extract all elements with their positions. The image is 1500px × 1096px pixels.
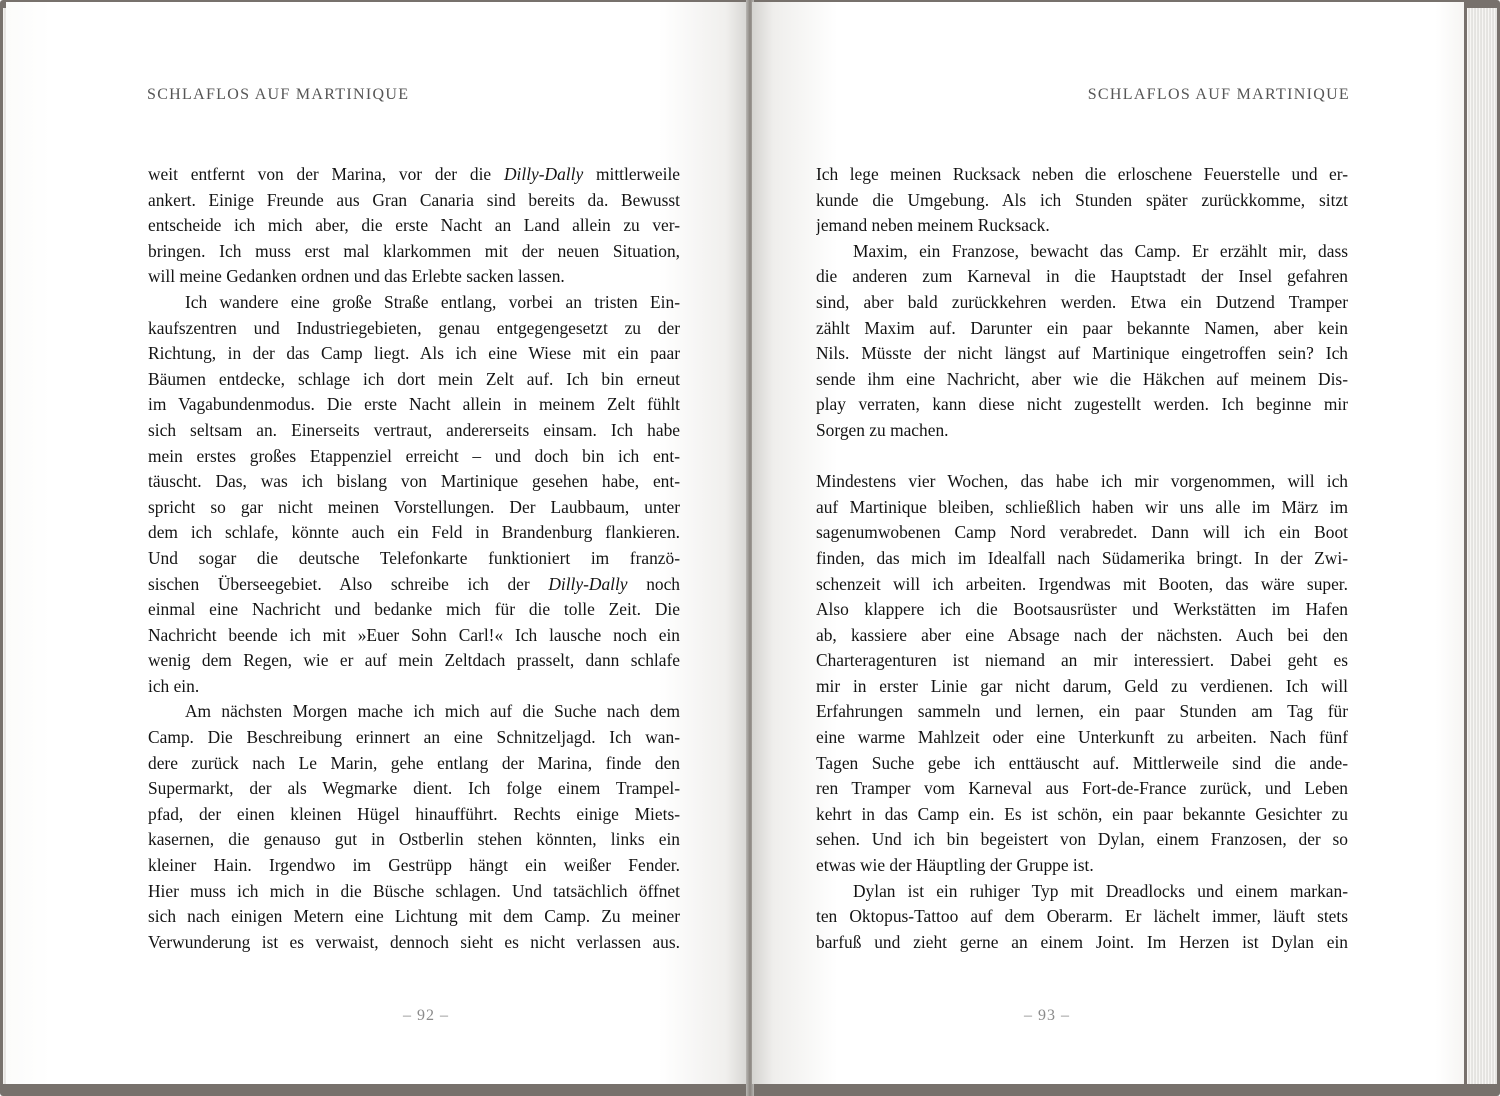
text-line: Camp. Die Beschreibung erinnert an eine Schnitzeljagd. Ich wan- — [148, 727, 680, 748]
text-line: mir in erster Linie gar nicht darum, Geld zu verdienen. Ich will — [816, 675, 1348, 696]
text-line: weit entfernt von der Marina, vor der die Dilly-Dally mittlerweile — [148, 164, 680, 184]
right-page-body-text — [816, 162, 1348, 955]
text-line: bringen. Ich muss erst mal klarkommen mit der neuen Situation, — [148, 240, 680, 261]
text-line: Erfahrungen sammeln und lernen, ein paar Stunden am Tag für — [816, 701, 1348, 722]
text-line: Mindestens vier Wochen, das habe ich mir vorgenommen, will ich — [816, 471, 1348, 492]
text-line: play verraten, kann diese nicht zugestellt werden. Ich beginne mir — [816, 394, 1348, 415]
left-page[interactable] — [6, 2, 748, 1084]
text-line: spricht so gar nicht meinen Vorstellungen. Der Laubbaum, unter — [148, 496, 680, 517]
text-line: kehrt in das Camp ein. Es ist schön, ein paar bekannte Gesichter zu — [816, 803, 1348, 824]
text-line: entscheide ich mich aber, die erste Nacht an Land allein zu ver- — [148, 215, 680, 236]
text-line: Charteragenturen ist niemand an mir interessiert. Dabei geht es — [816, 650, 1348, 671]
text-line: Tagen Suche gebe ich enttäuscht auf. Mittlerweile sind die ande- — [816, 752, 1348, 773]
text-line: kunde die Umgebung. Als ich Stunden später zurückkomme, sitzt — [816, 189, 1348, 210]
text-line: Ich lege meinen Rucksack neben die erloschene Feuerstelle und er- — [816, 164, 1348, 184]
text-line: Maxim, ein Franzose, bewacht das Camp. Er erzählt mir, dass — [853, 240, 1348, 261]
text-line: eine warme Mahlzeit oder eine Unterkunft zu arbeiten. Nach fünf — [816, 727, 1348, 748]
text-line: täuscht. Das, was ich bislang von Martinique gesehen habe, ent- — [148, 471, 680, 492]
page-number-left: – 92 – — [403, 1007, 449, 1024]
text-line: mein erstes großes Etappenziel erreicht – und doch bin ich ent- — [148, 445, 680, 466]
text-line: finden, das mich im Idealfall nach Südamerika bringt. In der Zwi- — [816, 547, 1348, 568]
text-line: kaufszentren und Industriegebieten, genau entgegengesetzt zu der — [148, 317, 680, 338]
text-line: Bäumen entdecke, schlage ich dort mein Zelt auf. Ich bin erneut — [148, 368, 680, 389]
text-line: zählt Maxim auf. Darunter ein paar bekannte Namen, aber kein — [816, 317, 1348, 338]
right-page[interactable] — [752, 2, 1464, 1084]
ship-name: Dilly-Dally — [503, 164, 584, 184]
text-line: auf Martinique bleiben, schließlich haben wir uns alle im März im — [816, 496, 1348, 517]
text-line: jemand neben meinem Rucksack. — [816, 215, 1050, 236]
text-line: Am nächsten Morgen mache ich mich auf die Suche nach dem — [185, 701, 680, 722]
text-line: sischen Überseegebiet. Also schreibe ich der Dilly-Dally noch — [148, 573, 680, 594]
text-line: ankert. Einige Freunde aus Gran Canaria sind bereits da. Bewusst — [148, 189, 680, 210]
text-line: sagenumwobenen Camp Nord verabredet. Dann will ich ein Boot — [816, 522, 1348, 543]
text-line: ich ein. — [148, 675, 200, 696]
running-head-left: SCHLAFLOS AUF MARTINIQUE — [147, 86, 410, 103]
text-line: kasernen, die genauso gut in Ostberlin stehen könnten, links ein — [148, 829, 680, 850]
text-line: Dylan ist ein ruhiger Typ mit Dreadlocks und einem markan- — [853, 880, 1348, 901]
text-line: Nachricht beende ich mit »Euer Sohn Carl!« Ich lausche noch ein — [148, 624, 680, 645]
running-head-right: SCHLAFLOS AUF MARTINIQUE — [1087, 86, 1350, 103]
text-line: barfuß und zieht gerne an einem Joint. Im Herzen ist Dylan ein — [816, 931, 1348, 952]
page-number-right: – 93 – — [1024, 1007, 1070, 1024]
text-line: die anderen zum Karneval in die Hauptstadt der Insel gefahren — [816, 266, 1348, 287]
text-line: ten Oktopus-Tattoo auf dem Oberarm. Er lächelt immer, läuft stets — [816, 906, 1348, 927]
text-line: dem ich schlafe, könnte auch ein Feld in Brandenburg flankieren. — [148, 522, 680, 543]
text-line: pfad, der einen kleinen Hügel hinaufführt. Rechts einige Miets- — [148, 803, 680, 824]
text-line: Ich wandere eine große Straße entlang, vorbei an tristen Ein- — [185, 291, 680, 312]
text-line: einmal eine Nachricht und bedanke mich für die tolle Zeit. Die — [148, 599, 680, 620]
text-line: Und sogar die deutsche Telefonkarte funktioniert im franzö- — [148, 547, 680, 568]
text-line: schenzeit will ich arbeiten. Irgendwas mit Booten, das wäre super. — [816, 573, 1348, 594]
text-line: ab, kassiere aber eine Absage nach der nächsten. Auch bei den — [816, 624, 1348, 645]
text-line: sich nach einigen Metern eine Lichtung mit dem Camp. Zu meiner — [148, 906, 680, 927]
text-line: Sorgen zu machen. — [816, 419, 949, 440]
text-line: Richtung, in der das Camp liegt. Als ich eine Wiese mit ein paar — [148, 343, 680, 364]
section-break — [816, 444, 1348, 470]
text-line: wenig dem Regen, wie er auf mein Zeltdach prasselt, dann schlafe — [148, 650, 680, 671]
text-line: Hier muss ich mich in die Büsche schlagen. Und tatsächlich öffnet — [148, 880, 680, 901]
text-line: kleiner Hain. Irgendwo im Gestrüpp hängt ein weißer Fender. — [148, 855, 680, 876]
text-line: Supermarkt, der als Wegmarke dient. Ich folge einem Trampel- — [148, 778, 680, 799]
text-line: will meine Gedanken ordnen und das Erlebte sacken lassen. — [148, 266, 565, 287]
ship-name: Dilly-Dally — [548, 573, 628, 594]
text-line: Also klappere ich die Bootsausrüster und Werkstätten im Hafen — [816, 599, 1348, 620]
text-line: dere zurück nach Le Marin, gehe entlang der Marina, finde den — [148, 752, 680, 773]
text-line: sende ihm eine Nachricht, aber wie die Häkchen auf meinem Dis- — [816, 368, 1348, 389]
text-line: Nils. Müsste der nicht längst auf Martinique eingetroffen sein? Ich — [816, 343, 1348, 364]
text-line: Verwunderung ist es verwaist, dennoch sieht es nicht verlassen aus. — [148, 931, 680, 952]
text-line: etwas wie der Häuptling der Gruppe ist. — [816, 855, 1094, 876]
text-line: sich seltsam an. Einerseits vertraut, andererseits einsam. Ich habe — [148, 419, 680, 440]
text-line: sehen. Und ich bin begeistert von Dylan, einem Franzosen, der so — [816, 829, 1348, 850]
page-edge-right — [1467, 8, 1497, 1084]
text-line: sind, aber bald zurückkehren werden. Etwa ein Dutzend Tramper — [816, 291, 1348, 312]
text-line: ren Tramper vom Karneval aus Fort-de-France zurück, und Leben — [816, 778, 1348, 799]
left-page-body-text — [148, 162, 680, 955]
text-line: im Vagabundenmodus. Die erste Nacht allein in meinem Zelt fühlt — [148, 394, 680, 415]
